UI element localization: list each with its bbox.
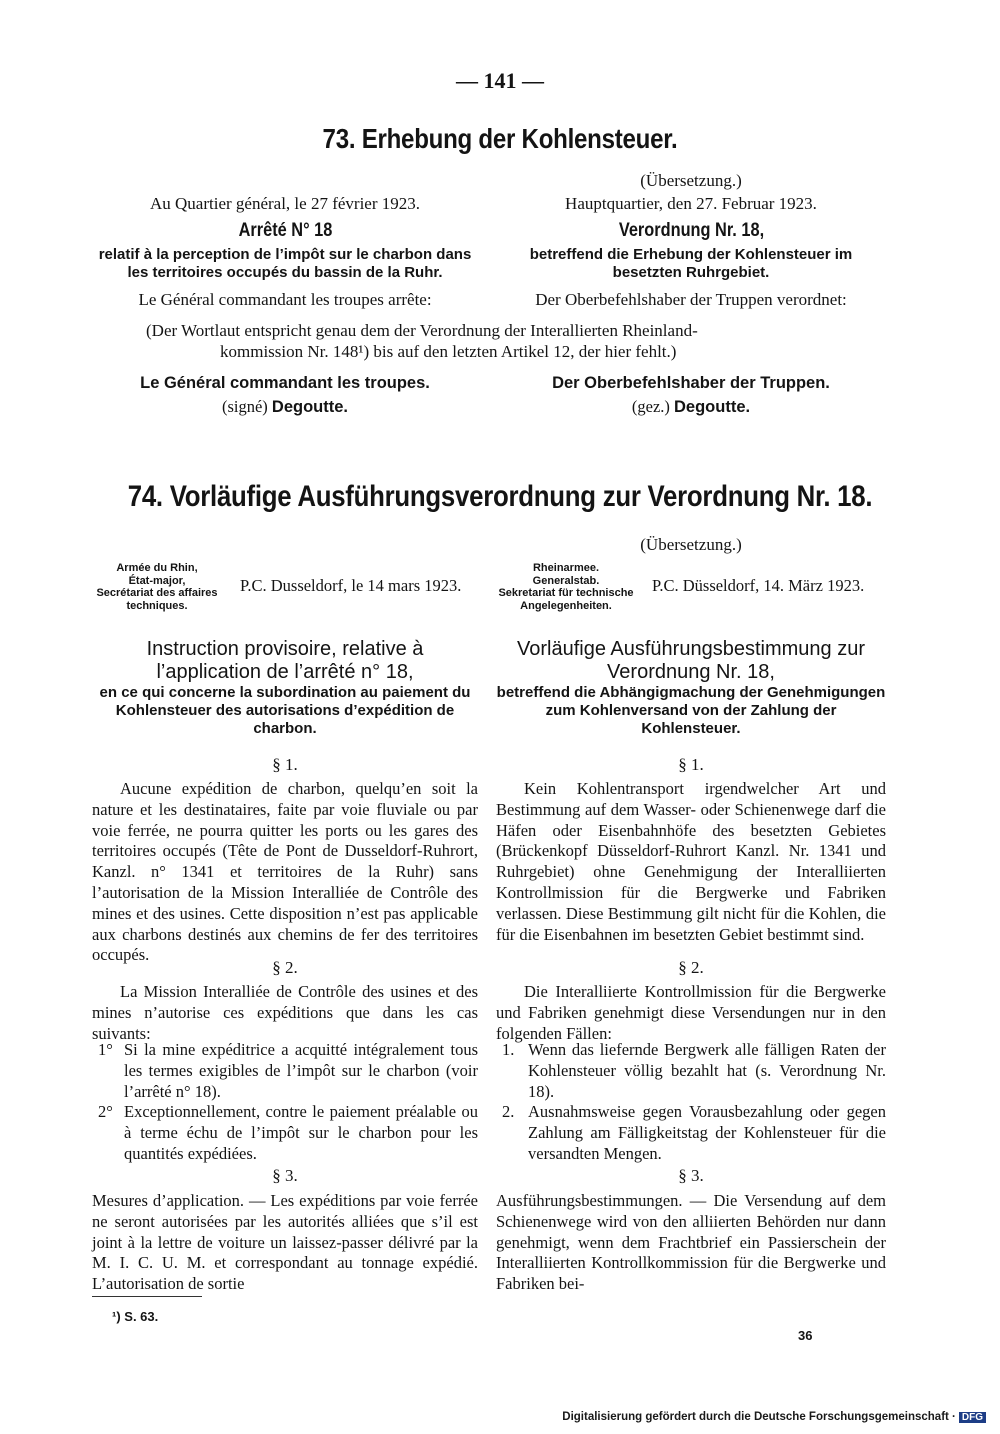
de-org-line: Angelegenheiten.: [520, 599, 612, 612]
list-item-text: Si la mine expéditrice a acquitté intégralement tous les termes exigibles de l’impôt sur le charbon (voir l’arrêté n° 18).: [124, 1040, 478, 1101]
digitization-credit-text: Digitalisierung gefördert durch die Deutsche Forschungsgemeinschaft ·: [562, 1411, 956, 1423]
list-item: [496, 1040, 886, 1102]
translation-note-73: (Übersetzung.): [640, 171, 742, 190]
fr-par2-intro: La Mission Interalliée de Contrôle des usines et des mines n’autorise ces expéditions que dans les cas suivants:: [92, 982, 478, 1043]
de-instruction-heading: Vorläufige Ausführungsbestimmung zur Verordnung Nr. 18,: [517, 638, 865, 683]
list-item: [92, 1102, 478, 1164]
section-74-title: 74. Vorläufige Ausführungsverordnung zur Verordnung Nr. 18.: [127, 480, 873, 513]
fr-par1-text: Aucune expédition de charbon, quelqu’en soit la nature et les destinataires, faite par voie fluviale ou par voie ferrée, ne pourra quitter les ports ou les gares des territoires occupés (Tête de Pont de Dusseldorf-Ruhrort, Kanzl. n° 1341 et territoires de la Ruhr) sans l’autorisation de la Mission Interalliée de Contrôle des mines et des usines. Cette disposition n’est pas applicable aux charbons destinés aux chemins de fer des territoires occupés.: [92, 779, 478, 965]
de-place-date-74: P.C. Düsseldorf, 14. März 1923.: [652, 576, 865, 595]
translation-note-74: (Übersetzung.): [640, 535, 742, 554]
fr-instruction-heading: Instruction provisoire, relative à l’application de l’arrêté n° 18,: [146, 638, 424, 683]
fr-par1-sign: § 1.: [272, 755, 298, 774]
list-item: [496, 1102, 886, 1164]
footnote-rule: [92, 1296, 202, 1297]
list-item-text: Wenn das liefernde Bergwerk alle fälligen Raten der Kohlensteuer völlig bezahlt hat (s. Verordnung Nr. 18).: [528, 1040, 886, 1101]
fr-decree-title-text: Arrêté N° 18: [238, 220, 332, 241]
de-org-line: Sekretariat für technische: [498, 587, 634, 599]
fr-decree-title: [92, 220, 478, 242]
de-signed-line: [496, 396, 886, 418]
fr-org-line: État-major,: [128, 574, 186, 587]
de-signature-title: Der Oberbefehlshaber der Truppen.: [552, 374, 830, 392]
fr-signed-line: [92, 396, 478, 418]
de-org-block: [496, 562, 636, 612]
page-number: — 141 —: [456, 68, 544, 93]
fr-org-line: techniques.: [126, 599, 188, 612]
fr-org-line: Secrétariat des affaires: [96, 587, 218, 599]
de-par2-list: [496, 1040, 886, 1165]
list-item-number: 1.: [502, 1040, 515, 1059]
fr-signature-title: Le Général commandant les troupes.: [140, 374, 430, 392]
fr-intro-73: Le Général commandant les troupes arrête:: [138, 290, 432, 309]
signature-mark: 36: [798, 1328, 813, 1343]
note-line-1: (Der Wortlaut entspricht genau dem der Verordnung der Interallierten Rheinland-: [146, 321, 698, 340]
digitization-credit: [562, 1411, 986, 1423]
section-73-title: 73. Erhebung der Kohlensteuer.: [322, 123, 678, 154]
de-decree-title-text: Verordnung Nr. 18,: [618, 220, 764, 241]
de-par3-text: Ausführungsbestimmungen. — Die Versendung auf dem Schienenwege wird von den alliierten Behörden nur dann genehmigt, wenn dem Frachtbrief ein Passierschein der Interalliierten Kontrollkommission für die Bergwerke und Fabriken bei-: [496, 1191, 886, 1294]
de-org-line: Generalstab.: [532, 574, 600, 587]
de-par1-text: Kein Kohlentransport irgendwelcher Art und Bestimmung auf dem Wasser- oder Schienenwege darf die Häfen oder Eisenbahnhöfe des besetzten Gebietes (Brückenkopf Düsseldorf-Ruhrort Kanzl. Nr. 1341 und Ruhrgebiet) ohne Genehmigung der Interalliierten Kontrollmission für die Bergwerke und Fabriken verlassen. Diese Bestimmung gilt nicht für die Kohlen, die für die Eisenbahnen im besetzten Gebiet bestimmt sind.: [496, 779, 886, 944]
list-item-number: 2.: [502, 1102, 515, 1122]
list-item-text: Exceptionnellement, contre le paiement préalable ou à terme échu de l’impôt sur le charbon pour les quantités expédiées.: [124, 1102, 478, 1163]
list-item: [92, 1040, 478, 1102]
fr-par3-text: Mesures d’application. — Les expéditions par voie ferrée ne seront autorisées par les autorités alliées que s’il est joint à la lettre de voiture un laissez-passer délivré par la M. I. C. U. M. et correspondant au tonnage expédié. L’autorisation de sortie: [92, 1191, 478, 1294]
de-instruction-subheading: betreffend die Abhängigmachung der Genehmigungen zum Kohlenversand von der Zahlung der Kohlensteuer.: [496, 684, 886, 737]
de-par3-sign: § 3.: [678, 1166, 704, 1185]
de-signed-name: Degoutte.: [674, 398, 751, 416]
de-org-line: Rheinarmee.: [532, 562, 600, 574]
fr-org-block: [92, 562, 222, 612]
fr-signed-name: Degoutte.: [271, 398, 349, 416]
list-item-text: Ausnahmsweise gegen Vorausbezahlung oder gegen Zahlung am Fälligkeitstag der Kohlensteuer für die versandten Mengen.: [528, 1102, 886, 1163]
fr-signed-label: (signé): [221, 397, 268, 416]
list-item-number: 2°: [98, 1102, 113, 1122]
list-item-number: 1°: [98, 1040, 113, 1059]
fr-par2-sign: § 2.: [272, 958, 298, 977]
de-par1-sign: § 1.: [678, 755, 704, 774]
fr-par3-sign: § 3.: [272, 1166, 298, 1185]
de-par2-intro: Die Interalliierte Kontrollmission für die Bergwerke und Fabriken genehmigt diese Versendungen nur in den folgenden Fällen:: [496, 982, 886, 1043]
de-signed-label: (gez.): [631, 397, 670, 416]
fr-decree-subtitle: relatif à la perception de l’impôt sur le charbon dans les territoires occupés du bassin de la Ruhr.: [98, 246, 472, 281]
fr-place-date-73: Au Quartier général, le 27 février 1923.: [150, 194, 420, 213]
fr-org-line: Armée du Rhin,: [116, 562, 198, 574]
fr-instruction-subheading: en ce qui concerne la subordination au paiement du Kohlensteuer des autorisations d’expédition de charbon.: [99, 684, 471, 737]
dfg-logo: DFG: [959, 1412, 986, 1423]
de-place-date-73: Hauptquartier, den 27. Februar 1923.: [565, 194, 817, 213]
de-decree-subtitle: betreffend die Erhebung der Kohlensteuer im besetzten Ruhrgebiet.: [529, 246, 853, 281]
note-line-2: kommission Nr. 148¹) bis auf den letzten Artikel 12, der hier fehlt.): [220, 342, 677, 361]
fr-place-date-74: P.C. Dusseldorf, le 14 mars 1923.: [240, 576, 462, 595]
de-decree-title: [496, 220, 886, 242]
footnote: ¹) S. 63.: [112, 1309, 159, 1324]
de-par2-sign: § 2.: [678, 958, 704, 977]
de-intro-73: Der Oberbefehlshaber der Truppen verordnet:: [535, 290, 847, 309]
fr-par2-list: [92, 1040, 478, 1165]
